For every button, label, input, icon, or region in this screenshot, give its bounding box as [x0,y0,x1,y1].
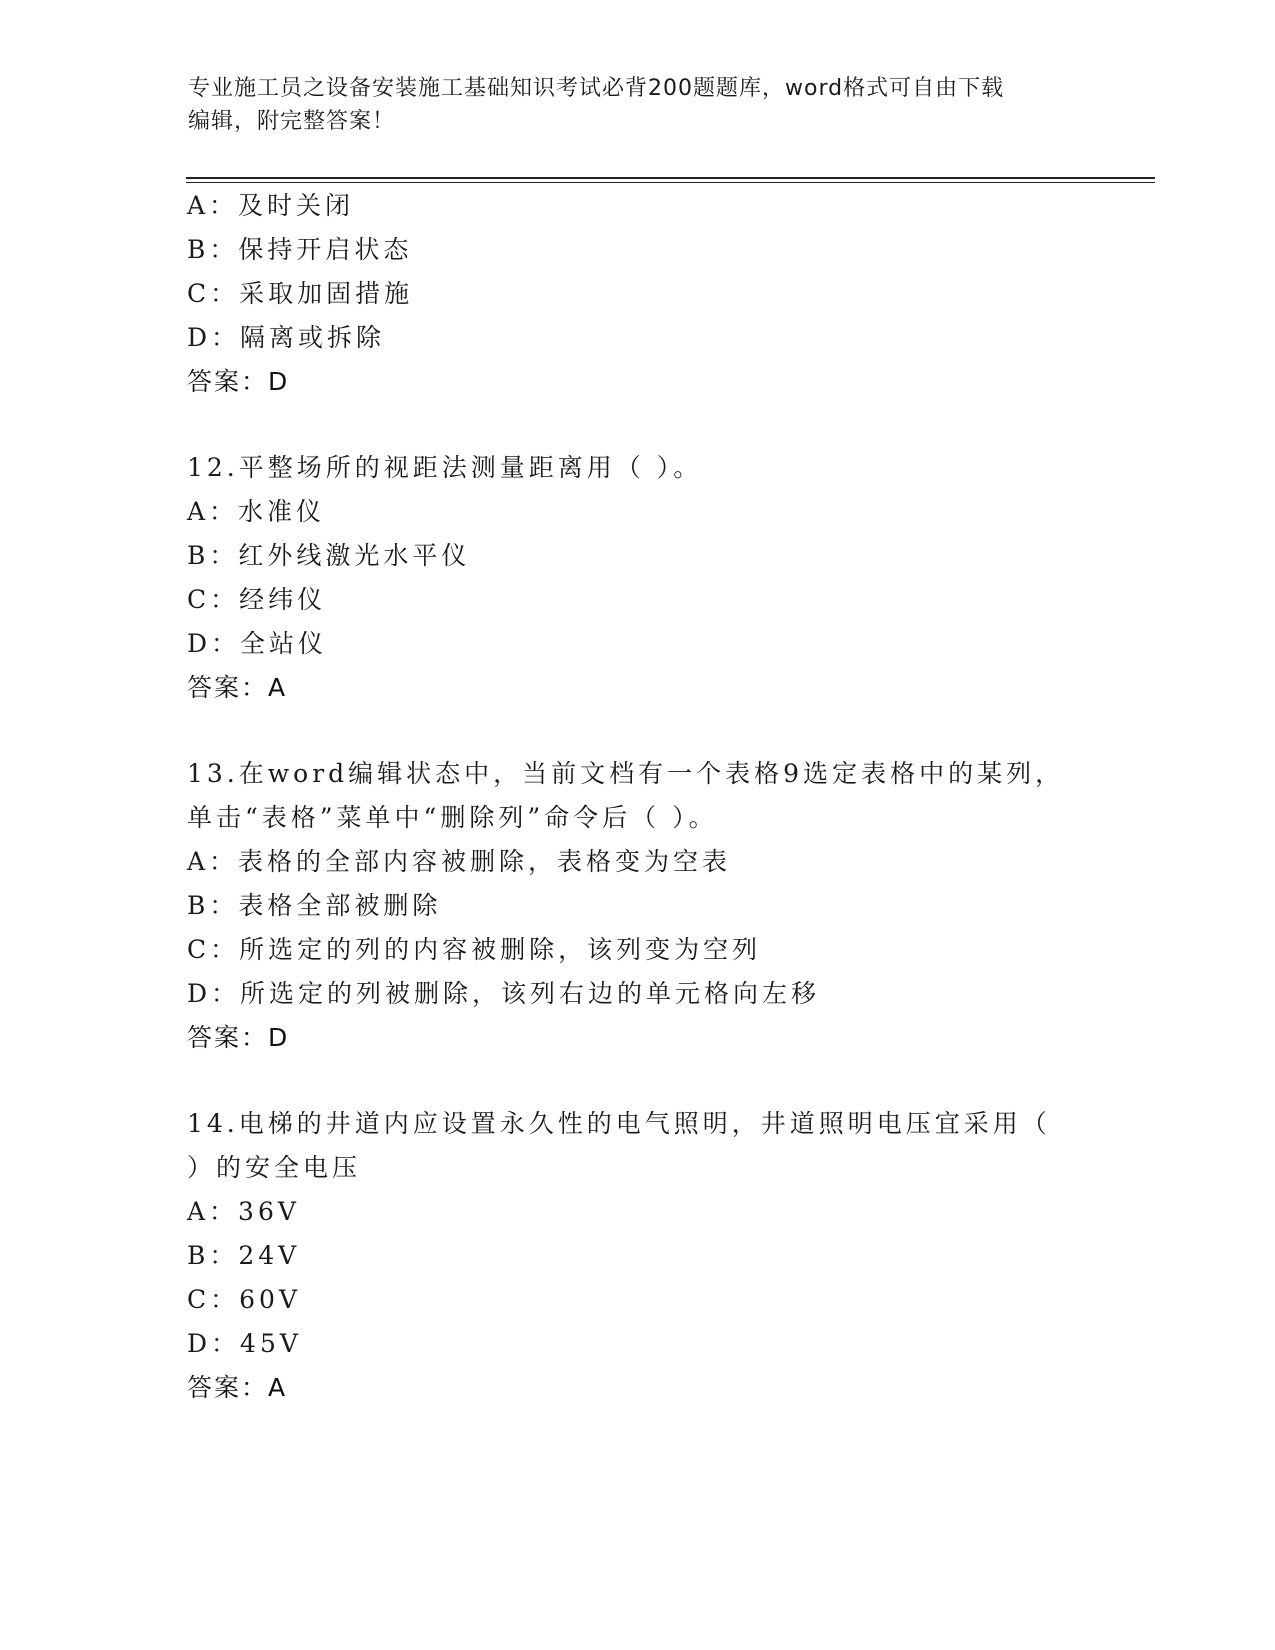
q11-answer: 答案：D [187,367,290,396]
q11-option-a: A：及时关闭 [187,191,355,220]
q12-option-d: D：全站仪 [187,629,328,658]
q14-question-line-1: 14.电梯的井道内应设置永久性的电气照明，井道照明电压宜采用（ [187,1109,1051,1138]
q14-answer: 答案：A [187,1373,288,1402]
q13-option-d: D：所选定的列被删除，该列右边的单元格向左移 [187,979,821,1008]
q13-option-a: A：表格的全部内容被删除，表格变为空表 [187,847,732,876]
header-title-line-2: 编辑，附完整答案！ [188,109,396,134]
q13-answer: 答案：D [187,1023,290,1052]
q14-option-c: C：60V [187,1285,301,1314]
q14-option-d: D：45V [187,1329,302,1358]
q11-option-c: C：采取加固措施 [187,279,414,308]
document-header [188,72,1088,138]
q11-option-d: D：隔离或拆除 [187,323,386,352]
q14-option-b: B：24V [187,1241,301,1270]
q11-option-b: B：保持开启状态 [187,235,413,264]
q12-question: 12.平整场所的视距法测量距离用（ ）。 [187,453,703,482]
header-divider [186,177,1155,183]
q12-option-a: A：水准仪 [187,497,326,526]
q14-question-line-2: ）的安全电压 [187,1153,362,1182]
q13-question-line-2: 单击“表格”菜单中“删除列”命令后（ ）。 [187,803,718,832]
header-title-line-1: 专业施工员之设备安装施工基础知识考试必背200题题库，word格式可自由下载 [188,76,1005,101]
q12-option-c: C：经纬仪 [187,585,327,614]
q13-question-line-1: 13.在word编辑状态中，当前文档有一个表格9选定表格中的某列， [187,759,1065,788]
q13-option-b: B：表格全部被删除 [187,891,442,920]
q12-option-b: B：红外线激光水平仪 [187,541,471,570]
q12-answer: 答案：A [187,673,288,702]
q13-option-c: C：所选定的列的内容被删除，该列变为空列 [187,935,762,964]
q14-option-a: A：36V [187,1197,300,1226]
